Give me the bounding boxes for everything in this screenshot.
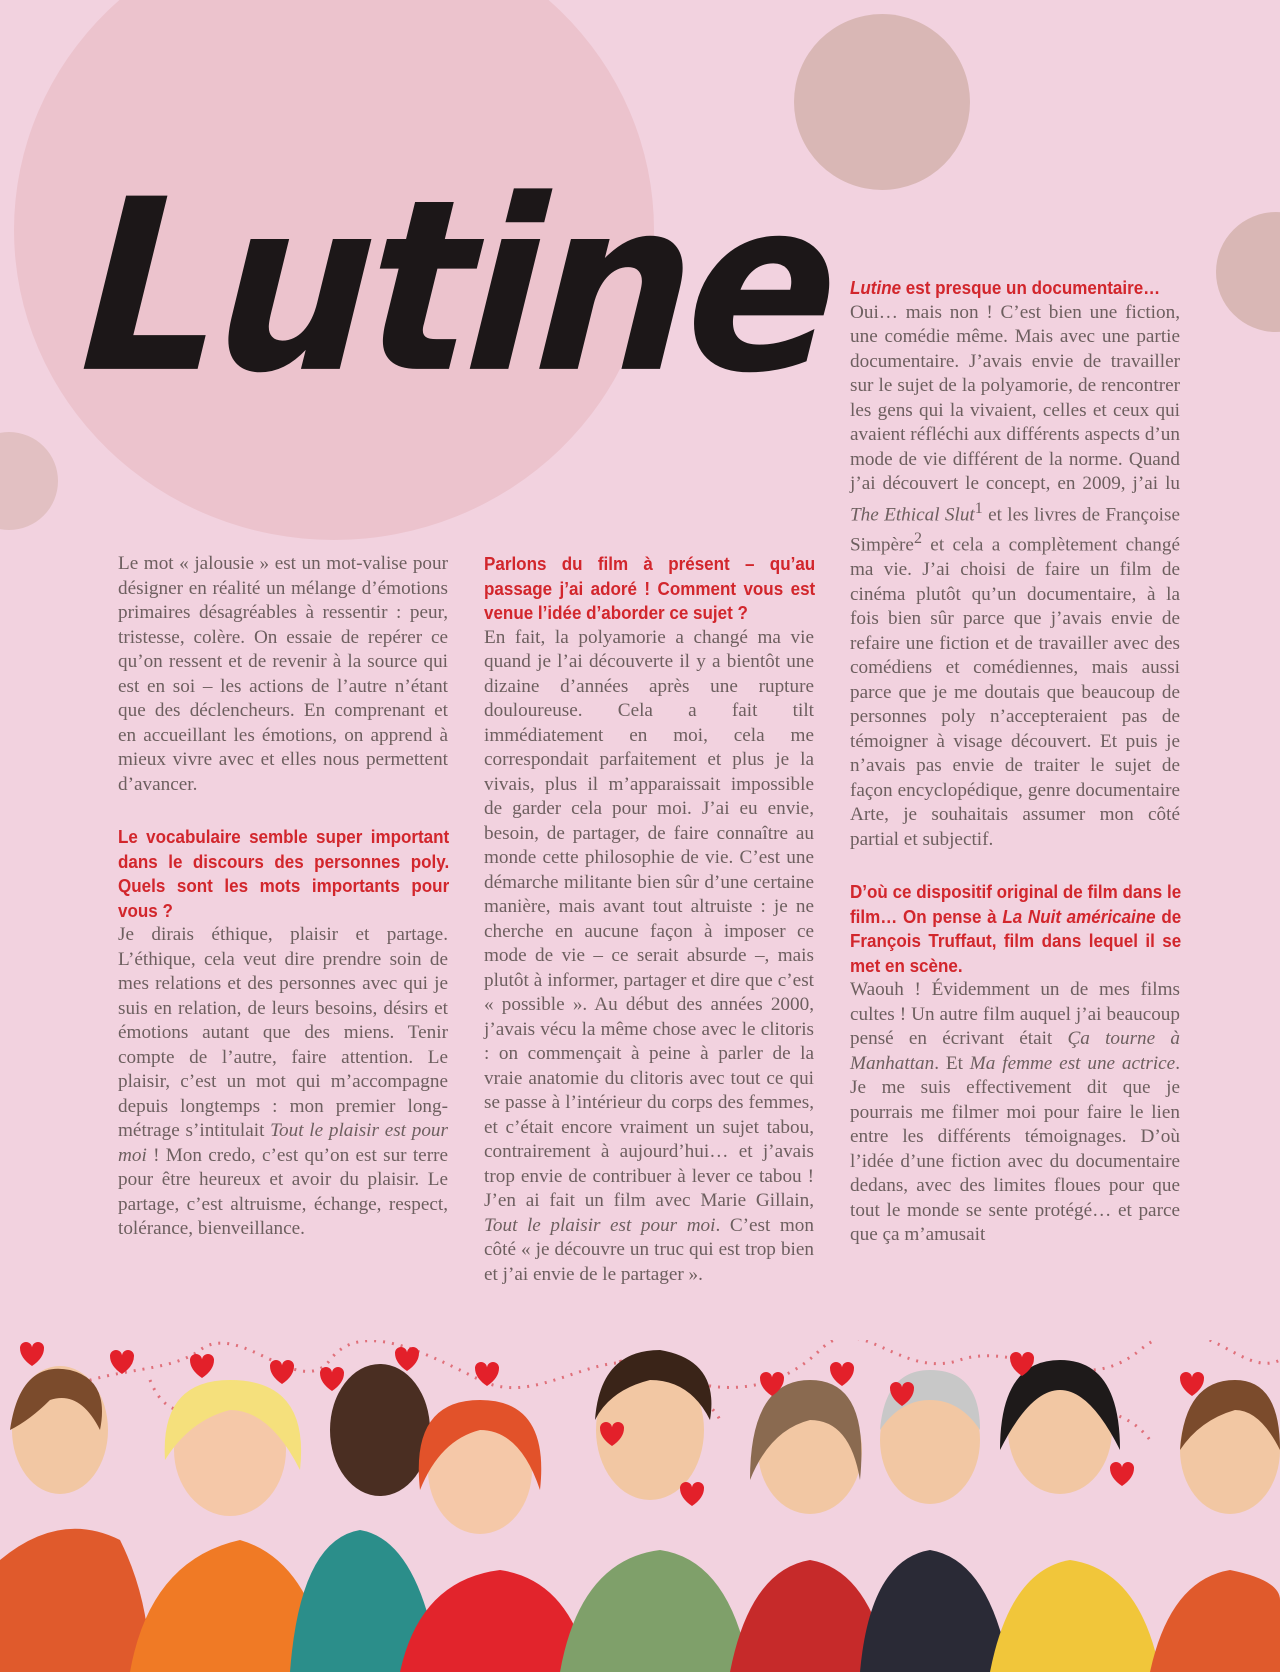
paragraph: Oui… mais non ! C’est bien une fiction, une comédie même. Mais avec une partie documentaire. J’avais envie de travailler sur le sujet de la polyamorie, de rencontrer les gens qui la vivaient, celles et ceux qui avaient réfléchi aux différents aspects d’un mode de vie différent de la norme. Quand j’ai découvert le concept, en 2009, j’ai lu The Ethical Slut$^1$ et les livres de Françoise Simpère$^2$ et cela a complètement changé ma vie. J’ai choisi de faire un film de cinéma plutôt qu’un documentaire, à la fois bien sûr parce que j’avais envie de refaire une fiction et de travailler avec des comédiens et comédiennes, mais aussi parce que je me doutais que beaucoup de personnes poly n’accepteraient pas de témoigner à visage découvert. Et puis je n’avais pas envie de traiter le sujet de façon encyclopédique, genre documentaire Arte, je souhaitais assumer mon côté partial et subjectif.: [850, 301, 1180, 850]
question-heading: Le vocabulaire semble super important dans le discours des personnes poly. Quels sont les mots importants pour vous ?: [118, 826, 450, 921]
person-body: [560, 1550, 750, 1672]
decorative-circle-left: [0, 432, 58, 530]
question-heading: Lutine est presque un documentaire…: [850, 277, 1161, 298]
person-body: [1150, 1570, 1280, 1672]
paragraph: Le mot « jalousie » est un mot-valise pour désigner en réalité un mélange d’émotions primaires désagréables à ressentir : peur, tristesse, colère. On essaie de repérer ce qu’on ressent et de revenir à la source qui est en soi – les actions de l’autre n’étant que des déclencheurs. En comprenant et en accueillant les émotions, on apprend à mieux vivre avec et elles nous permettent d’avancer.: [118, 553, 448, 795]
person-body: [990, 1560, 1160, 1672]
question-heading: Parlons du film à présent – qu’au passage j’ai adoré ! Comment vous est venue l’idée d’aborder ce sujet ?: [484, 553, 816, 623]
paragraph: En fait, la polyamorie a changé ma vie quand je l’ai découverte il y a bientôt une dizaine d’années après une rupture douloureuse. Cela a fait tilt immédiatement en moi, cela me correspondait parfaitement et plus je la vivais, plus il m’apparaissait impossible de garder cela pour moi. J’ai eu envie, besoin, de partager, de faire connaître au monde cette philosophie de vie. C’est une démarche militante bien sûr d’une certaine manière, mais avant tout altruiste : je ne cherche en aucune façon à imposer ce mode de vie – ce serait absurde –, mais plutôt à informer, partager et dire que c’est « possible ». Au début des années 2000, j’avais vécu la même chose avec le clitoris : on commençait à peine à parler de la vraie anatomie du clitoris avec tout ce qui se passe à l’intérieur du corps des femmes, et c’était encore vraiment un sujet tabou, contrairement à aujourd’hui… et j’avais trop envie de contribuer à lever ce tabou ! J’en ai fait un film avec Marie Gillain, Tout le plaisir est pour moi. C’est mon côté « je découvre un truc qui est trop bien et j’ai envie de le partager ».: [484, 626, 814, 1285]
decorative-circle-right: [1216, 212, 1280, 332]
person-head: [330, 1364, 430, 1496]
book-title: The Ethical Slut: [850, 503, 975, 525]
film-title: Ma femme est une actrice: [969, 1052, 1176, 1074]
paragraph: Waouh ! Évidemment un de mes films cultes ! Un autre film auquel j’ai beaucoup pensé en écrivant était Ça tourne à Manhattan. Et Ma femme est une actrice. Je me suis effectivement dit que je pourrais me filmer moi pour faire le lien entre les différents témoignages. D’où l’idée d’une fiction avec du documentaire dedans, avec des limites floues pour que tout le monde se sente protégé… et parce que ça m’amusait: [850, 979, 1180, 1246]
film-title: Tout le plaisir est pour moi: [118, 1120, 448, 1166]
film-title: Tout le plaisir est pour moi: [484, 1214, 716, 1236]
illustration-people: [0, 1340, 1280, 1672]
film-title: Ça tourne à Manhattan: [850, 1028, 1180, 1074]
person-body: [0, 1529, 150, 1672]
person-body: [400, 1570, 590, 1672]
person-body: [860, 1550, 1010, 1672]
column-middle: [484, 552, 814, 1287]
column-left: [118, 552, 448, 1242]
page-title: Lutine: [75, 148, 841, 426]
question-heading: D’où ce dispositif original de film dans le film… On pense à La Nuit américaine de François Truffaut, film dans lequel il se met en scène.: [850, 881, 1182, 976]
paragraph: Je dirais éthique, plaisir et partage. L’éthique, cela veut dire prendre soin de mes relations et des personnes avec qui je suis en relation, de leurs besoins, désirs et émotions autant que des miens. Tenir compte de l’autre, faire attention. Le plaisir, c’est un mot qui m’accompagne depuis longtemps : mon premier long-métrage s’intitulait Tout le plaisir est pour moi ! Mon credo, c’est qu’on est sur terre pour être heureux et avoir du plaisir. Le partage, c’est altruisme, échange, respect, tolérance, bienveillance.: [118, 924, 448, 1239]
column-right: [850, 276, 1180, 1248]
